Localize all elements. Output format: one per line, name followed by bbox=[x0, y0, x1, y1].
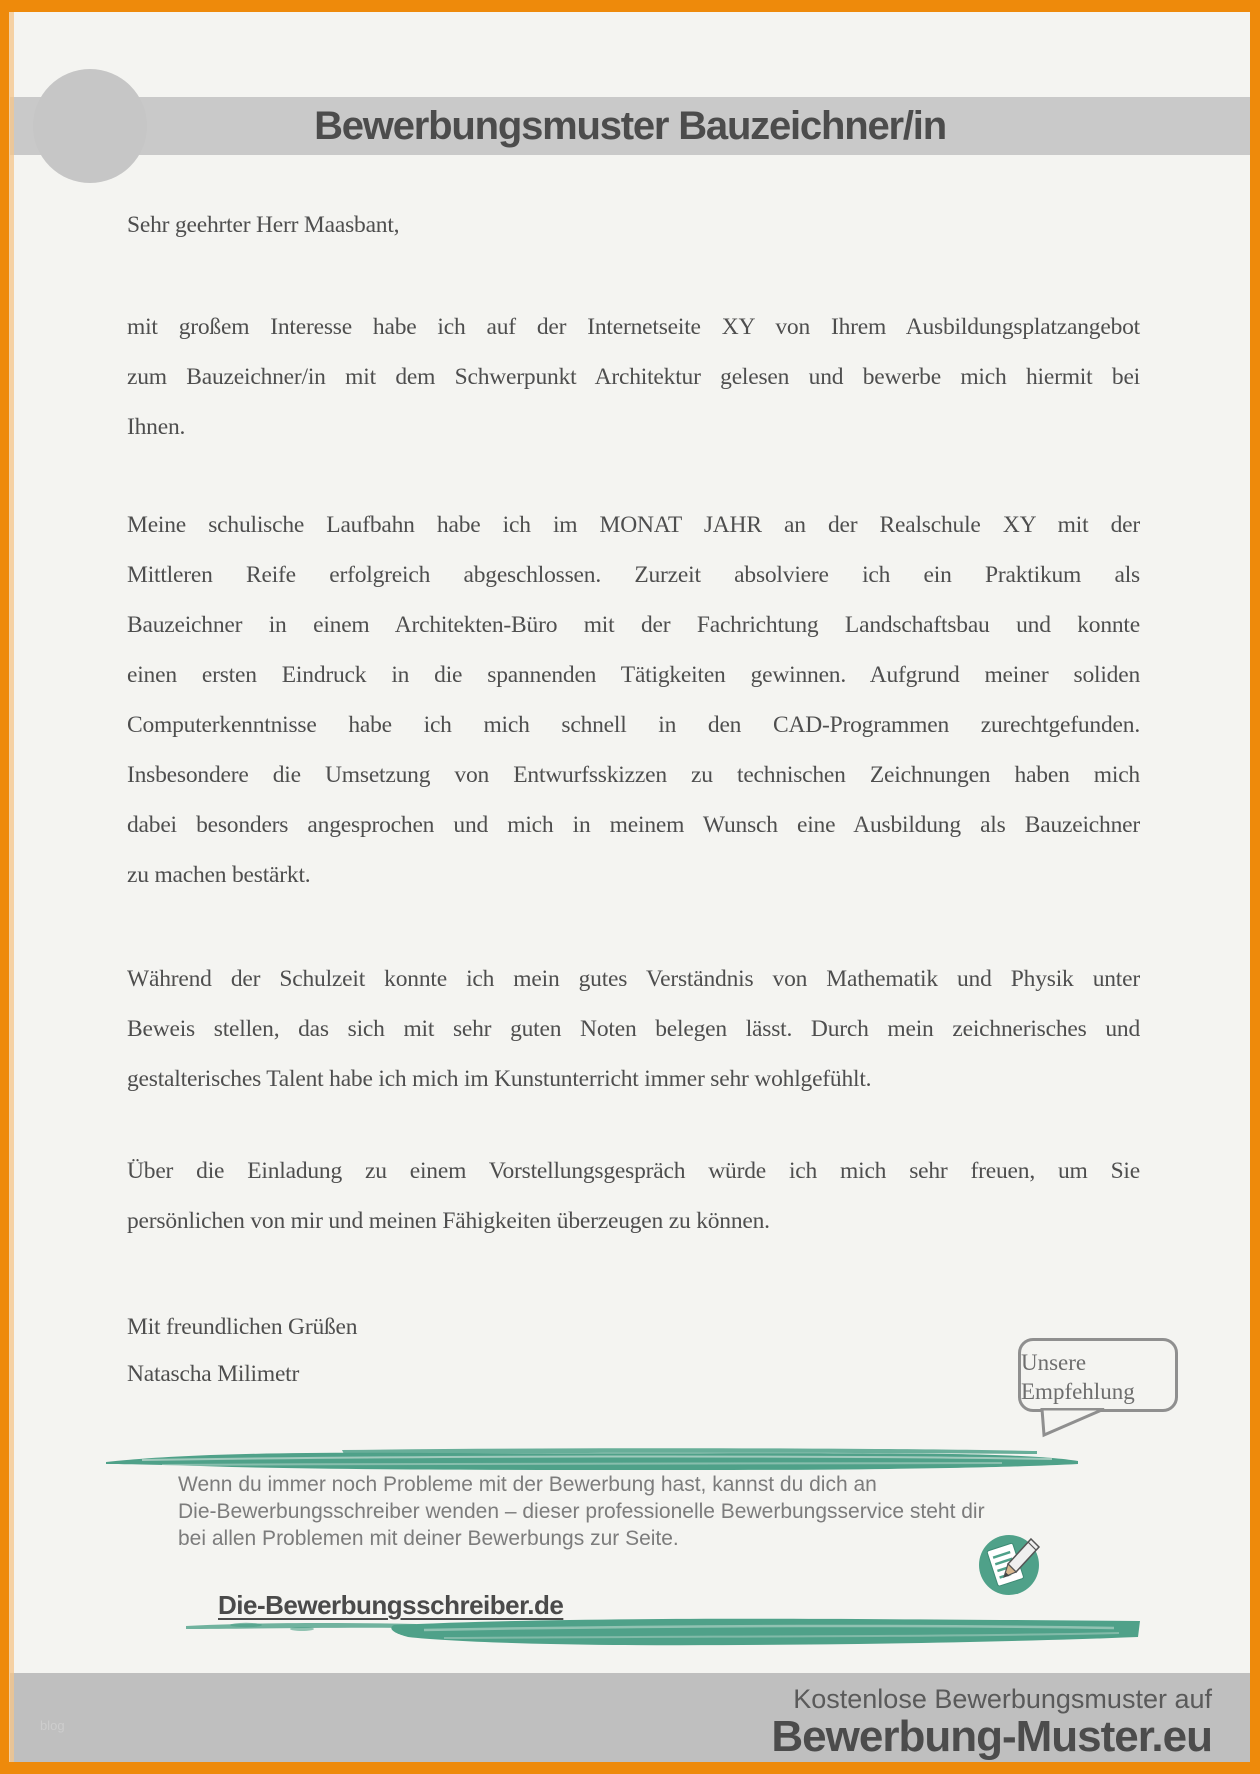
recommendation-bubble bbox=[1018, 1338, 1178, 1412]
text-line: Unsere bbox=[1021, 1350, 1087, 1375]
text-line: mit großem Interesse habe ich auf der Internetseite XY von Ihrem Ausbildungsplatzangebot bbox=[127, 314, 1140, 340]
text-line: Ihnen. bbox=[127, 414, 186, 440]
text-line: Während der Schulzeit konnte ich mein gutes Verständnis von Mathematik und Physik unter bbox=[127, 966, 1140, 992]
text-line: Computerkenntnisse habe ich mich schnell in den CAD-Programmen zurechtgefunden. bbox=[127, 712, 1140, 738]
salutation: Sehr geehrter Herr Maasbant, bbox=[127, 212, 400, 238]
text-line: persönlichen von mir und meinen Fähigkeiten überzeugen zu können. bbox=[127, 1208, 770, 1234]
page-title: Bewerbungsmuster Bauzeichner/in bbox=[314, 104, 946, 148]
text-line: Beweis stellen, das sich mit sehr guten Noten belegen lässt. Durch mein zeichnerisches und bbox=[127, 1016, 1140, 1042]
paragraph-skills bbox=[127, 954, 1140, 1104]
text-line: einen ersten Eindruck in die spannenden Tätigkeiten gewinnen. Aufgrund meiner soliden bbox=[127, 662, 1140, 688]
text-line: Mittleren Reife erfolgreich abgeschlossen. Zurzeit absolviere ich ein Praktikum als bbox=[127, 562, 1140, 588]
text-line: zu machen bestärkt. bbox=[127, 862, 311, 888]
closing-phrase: Mit freundlichen Grüßen bbox=[127, 1314, 358, 1340]
recommendation-text bbox=[178, 1471, 1078, 1552]
teal-brush-stroke-bottom bbox=[184, 1612, 1142, 1650]
footer-brand: Bewerbung-Muster.eu bbox=[771, 1712, 1212, 1761]
text-line: Wenn du immer noch Probleme mit der Bewerbung hast, kannst du dich an bbox=[178, 1473, 877, 1496]
bewerbungsschreiber-link[interactable]: Die-Bewerbungsschreiber.de bbox=[218, 1590, 564, 1620]
footer-tagline: Kostenlose Bewerbungsmuster auf bbox=[793, 1684, 1212, 1714]
text-line: Die-Bewerbungsschreiber wenden – dieser professionelle Bewerbungsservice steht dir bbox=[178, 1500, 985, 1523]
teal-brush-stroke-top bbox=[102, 1440, 1082, 1474]
closing-block bbox=[127, 1304, 1140, 1398]
paragraph-education bbox=[127, 500, 1140, 900]
paragraph-intro bbox=[127, 302, 1140, 452]
footer-watermark: blog bbox=[40, 1718, 65, 1733]
text-line: bei allen Problemen mit deiner Bewerbungs zur Seite. bbox=[178, 1527, 679, 1550]
signature-name: Natascha Milimetr bbox=[127, 1361, 300, 1387]
orange-frame-inner-accent bbox=[9, 12, 14, 1762]
text-line: Empfehlung bbox=[1021, 1379, 1135, 1404]
speech-bubble-tail bbox=[1024, 1408, 1124, 1438]
text-line: dabei besonders angesprochen und mich in meinem Wunsch eine Ausbildung als Bauzeichner bbox=[127, 812, 1140, 838]
text-line: Insbesondere die Umsetzung von Entwurfsskizzen zu technischen Zeichnungen haben mich bbox=[127, 762, 1140, 788]
text-line: Bauzeichner in einem Architekten-Büro mit der Fachrichtung Landschaftsbau und konnte bbox=[127, 612, 1140, 638]
text-line: zum Bauzeichner/in mit dem Schwerpunkt Architektur gelesen und bewerbe mich hiermit bei bbox=[127, 364, 1140, 390]
text-line: Meine schulische Laufbahn habe ich im MONAT JAHR an der Realschule XY mit der bbox=[127, 512, 1140, 538]
text-line: gestalterisches Talent habe ich mich im Kunstunterricht immer sehr wohlgefühlt. bbox=[127, 1066, 872, 1092]
paragraph-invitation bbox=[127, 1146, 1140, 1246]
text-line: Über die Einladung zu einem Vorstellungsgespräch würde ich mich sehr freuen, um Sie bbox=[127, 1158, 1140, 1184]
note-pencil-icon bbox=[978, 1533, 1044, 1597]
